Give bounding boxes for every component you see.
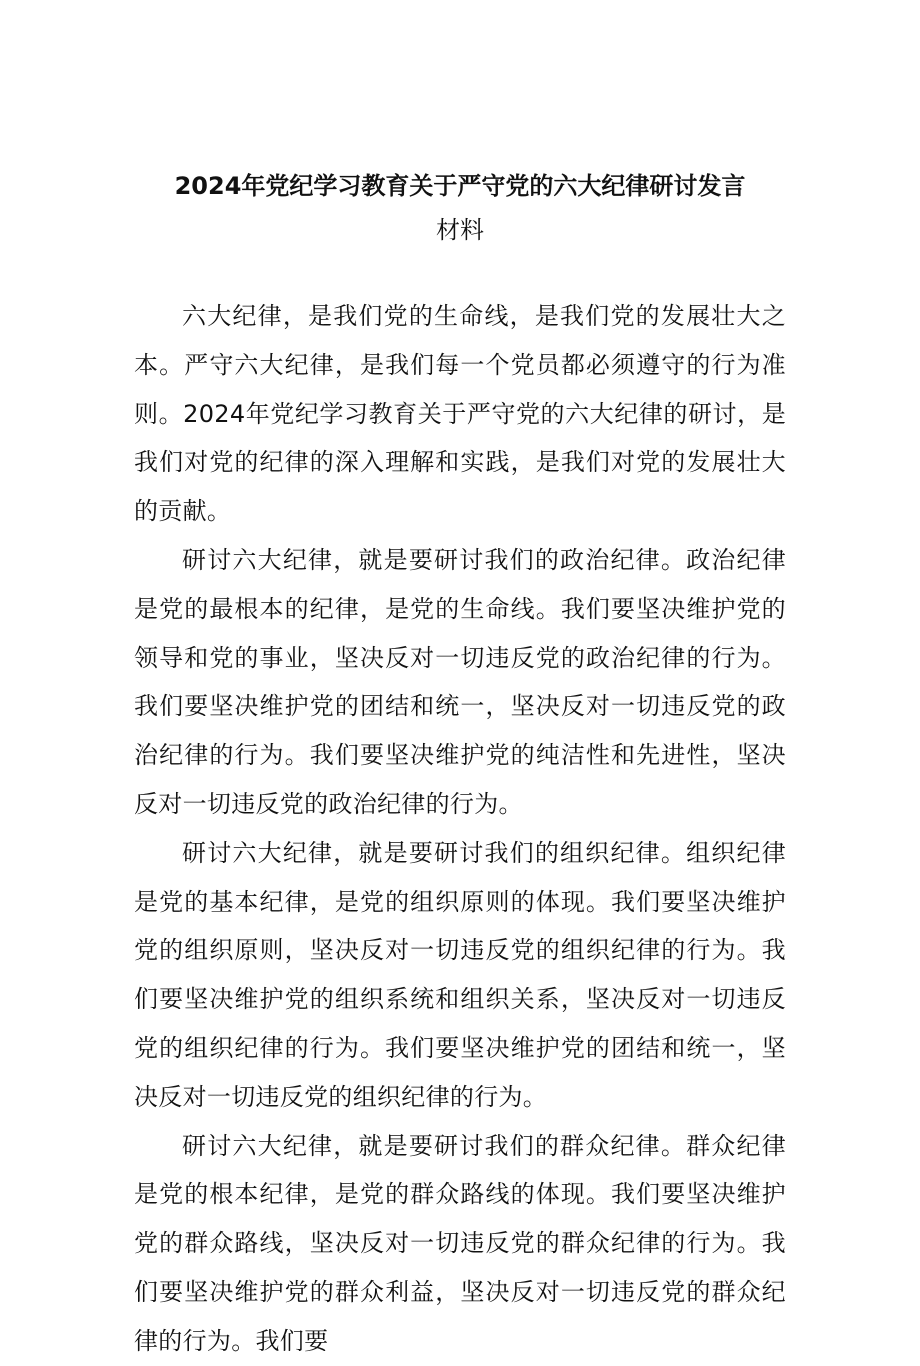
paragraph-organizational-discipline: 研讨六大纪律，就是要研讨我们的组织纪律。组织纪律是党的基本纪律，是党的组织原则的体现。我们要坚决维护党的组织原则，坚决反对一切违反党的组织纪律的行为。我们要坚决维护党的组织系统和组织关系，坚决反对一切违反党的组织纪律的行为。我们要坚决维护党的团结和统一，坚决反对一切违反党的组织纪律的行为。 xyxy=(134,838,786,1111)
document-body xyxy=(134,292,786,1366)
paragraph-political-discipline: 研讨六大纪律，就是要研讨我们的政治纪律。政治纪律是党的最根本的纪律，是党的生命线。我们要坚决维护党的领导和党的事业，坚决反对一切违反党的政治纪律的行为。我们要坚决维护党的团结和统一，坚决反对一切违反党的政治纪律的行为。我们要坚决维护党的纯洁性和先进性，坚决反对一切违反党的政治纪律的行为。 xyxy=(134,545,786,818)
document-title: 2024年党纪学习教育关于严守党的六大纪律研讨发言 xyxy=(174,172,746,200)
document-title-continuation: 材料 xyxy=(436,216,484,244)
paragraph-mass-discipline: 研讨六大纪律，就是要研讨我们的群众纪律。群众纪律是党的根本纪律，是党的群众路线的体现。我们要坚决维护党的群众路线，坚决反对一切违反党的群众纪律的行为。我们要坚决维护党的群众利益，坚决反对一切违反党的群众纪律的行为。我们要 xyxy=(134,1131,786,1355)
paragraph-intro: 六大纪律，是我们党的生命线，是我们党的发展壮大之本。严守六大纪律，是我们每一个党员都必须遵守的行为准则。2024年党纪学习教育关于严守党的六大纪律的研讨，是我们对党的纪律的深入理解和实践，是我们对党的发展壮大的贡献。 xyxy=(134,302,786,526)
